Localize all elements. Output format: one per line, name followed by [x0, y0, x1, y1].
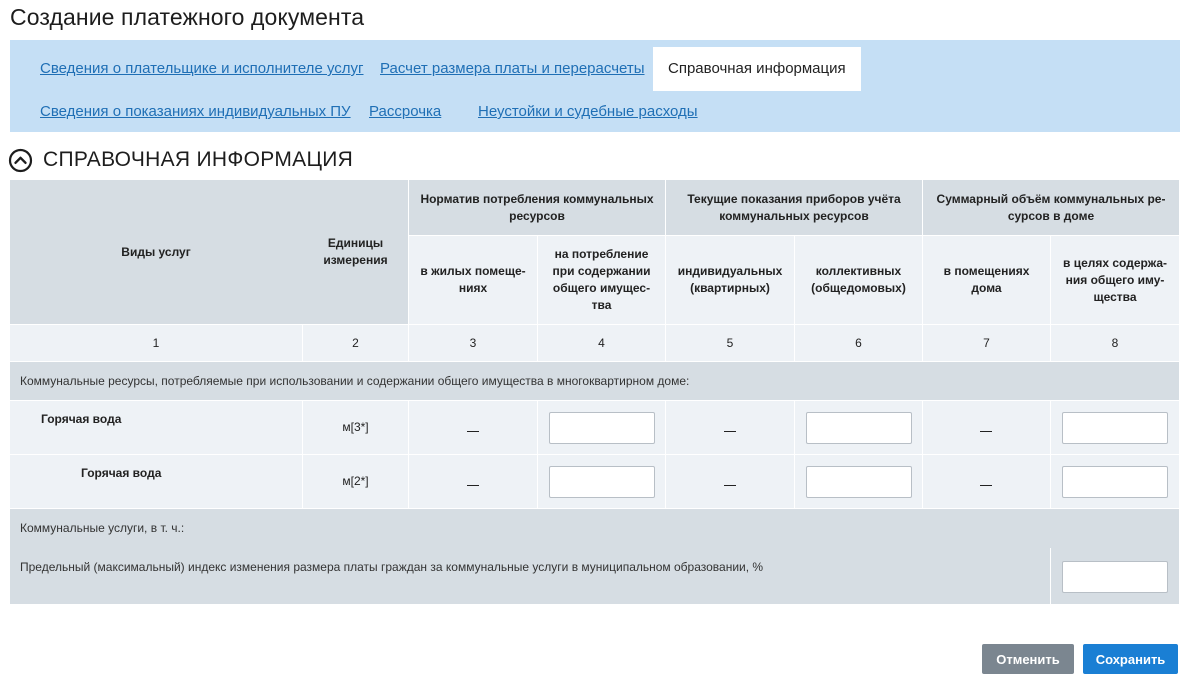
column-number: 8	[1051, 325, 1179, 361]
tab-payment-calculation[interactable]: Расчет размера платы и перерасчеты	[380, 60, 645, 77]
header-maintenance: в целях содержания общего имущества	[1051, 236, 1179, 324]
column-number: 4	[538, 325, 665, 361]
header-individual: индивидуальных (квартирных)	[666, 236, 794, 324]
tabs-panel	[10, 40, 1180, 132]
max-index-input[interactable]	[1062, 561, 1168, 593]
collective-meter-input[interactable]	[806, 466, 912, 498]
tab-installment[interactable]: Рассрочка	[369, 103, 442, 120]
common-property-norm-input[interactable]	[549, 412, 655, 444]
tab-meter-readings[interactable]: Сведения о показаниях индивидуальных ПУ	[40, 103, 351, 120]
header-group-total: Суммарный объём коммунальных ресурсов в доме	[936, 191, 1166, 223]
empty-value-dash	[980, 431, 992, 432]
header-in-premises: в помещениях дома	[923, 236, 1050, 324]
empty-value-dash	[724, 431, 736, 432]
header-residential: в жилых помещениях	[409, 236, 537, 324]
header-common-property: на потребление при содержании общего имущества	[538, 236, 665, 324]
row-service-name: Горячая вода	[41, 412, 122, 426]
section-title: СПРАВОЧНАЯ ИНФОРМАЦИЯ	[43, 148, 354, 171]
maintenance-volume-input[interactable]	[1062, 412, 1168, 444]
row-service-name: Горячая вода	[81, 466, 162, 480]
header-service-type: Виды услуг	[121, 244, 191, 259]
column-number: 5	[666, 325, 794, 361]
cancel-button[interactable]: Отменить	[982, 644, 1074, 674]
empty-value-dash	[980, 485, 992, 486]
save-button[interactable]: Сохранить	[1083, 644, 1178, 674]
header-units: Единицы измерения	[323, 236, 388, 267]
column-number: 1	[10, 325, 302, 361]
header-group-current: Текущие показания приборов учёта коммунальных ресурсов	[687, 191, 901, 223]
reference-table	[10, 180, 1179, 604]
chevron-up-circle-icon[interactable]	[8, 148, 33, 173]
empty-value-dash	[467, 431, 479, 432]
index-label: Предельный (максимальный) индекс изменения размера платы граждан за коммунальные услуги в муниципальном образовании, %	[20, 560, 764, 574]
page-title: Создание платежного документа	[10, 4, 365, 30]
tab-penalties[interactable]: Неустойки и судебные расходы	[478, 103, 698, 120]
header-collective: коллективных (общедомовых)	[795, 236, 922, 324]
tab-payer-info[interactable]: Сведения о плательщике и исполнителе услуг	[40, 60, 364, 77]
header-group-norm: Норматив потребления коммунальных ресурсов	[420, 191, 654, 223]
column-number: 3	[409, 325, 537, 361]
section-header	[8, 146, 353, 174]
empty-value-dash	[467, 485, 479, 486]
column-number: 7	[923, 325, 1050, 361]
row-unit: м[3*]	[342, 420, 369, 434]
section-label-utilities: Коммунальные услуги, в т. ч.:	[20, 521, 185, 535]
maintenance-volume-input[interactable]	[1062, 466, 1168, 498]
section-label-common-resources: Коммунальные ресурсы, потребляемые при использовании и содержании общего имущества в многоквартирном доме:	[20, 374, 690, 388]
common-property-norm-input[interactable]	[549, 466, 655, 498]
collective-meter-input[interactable]	[806, 412, 912, 444]
column-number: 2	[303, 325, 408, 361]
row-unit: м[2*]	[342, 474, 369, 488]
empty-value-dash	[724, 485, 736, 486]
tab-reference-info[interactable]: Справочная информация	[653, 47, 861, 91]
column-number: 6	[795, 325, 922, 361]
